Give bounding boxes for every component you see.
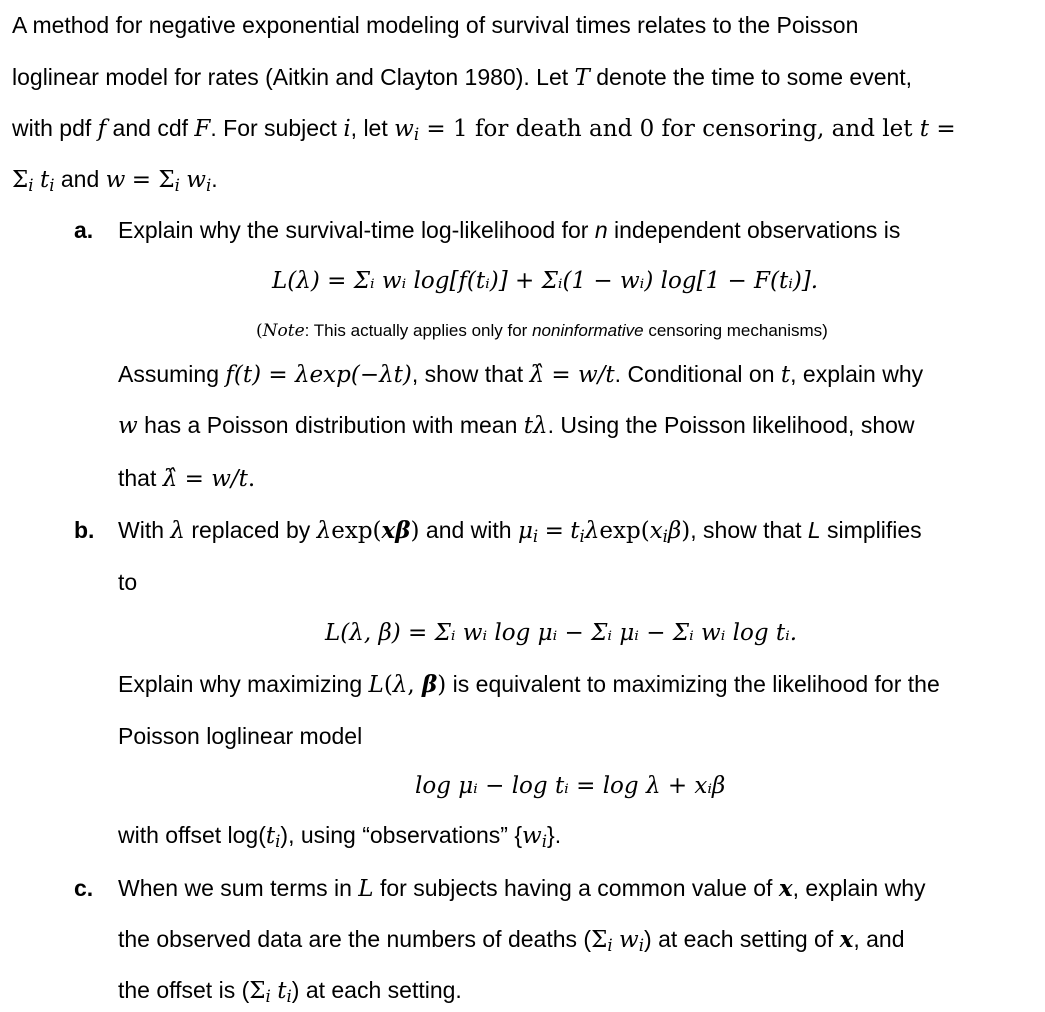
part-b-explain-1: Explain why maximizing L(λ, β) is equivalent to maximizing the likelihood for the — [118, 671, 940, 698]
part-b-equation: L(λ, β) = Σᵢ wᵢ log μᵢ − Σᵢ μᵢ − Σᵢ wᵢ log tᵢ. — [325, 620, 798, 646]
part-a-line-show: that λ̂ = w/t. — [118, 465, 256, 492]
intro-line-3: with pdf f and cdf F. For subject i, let wi = 1 for death and 0 for censoring, and let t = — [12, 115, 956, 145]
part-a-line-1: a. Explain why the survival-time log-likelihood for n independent observations is — [74, 217, 901, 243]
part-c-label: c. — [74, 875, 94, 901]
part-c-line-2: the observed data are the numbers of deaths (Σi wi) at each setting of x, and — [118, 926, 905, 956]
part-b-label: b. — [74, 517, 95, 543]
part-a-line-poisson: w has a Poisson distribution with mean tλ. Using the Poisson likelihood, show — [118, 412, 915, 439]
part-b-offset: with offset log(ti), using “observations” {wi}. — [118, 822, 562, 852]
intro-line-2: loglinear model for rates (Aitkin and Clayton 1980). Let T denote the time to some event, — [12, 64, 913, 91]
part-a-equation: L(λ) = Σᵢ wᵢ log[f(tᵢ)] + Σᵢ(1 − wᵢ) log[1 − F(tᵢ)]. — [272, 268, 819, 294]
part-c-line-1: c. When we sum terms in L for subjects having a common value of x, explain why — [74, 875, 926, 902]
intro-line-1: A method for negative exponential modeling of survival times relates to the Poisson — [12, 12, 859, 38]
part-a-line-assume: Assuming f(t) = λexp(−λt), show that λ̂ = w/t. Conditional on t, explain why — [118, 361, 924, 388]
part-b-line-1: b. With λ replaced by λexp(xβ) and with μi = tiλexp(xiβ), show that L simplifies — [74, 517, 922, 547]
part-b-equation-2: log μᵢ − log tᵢ = log λ + xᵢβ — [415, 773, 726, 799]
part-a-label: a. — [74, 217, 94, 243]
part-a-note: (Note: This actually applies only for noninformative censoring mechanisms) — [256, 321, 828, 341]
part-b-explain-2: Poisson loglinear model — [118, 723, 363, 749]
part-c-line-3: the offset is (Σi ti) at each setting. — [118, 977, 462, 1007]
intro-line-4: Σi ti and w = Σi wi. — [12, 166, 218, 196]
part-b-to: to — [118, 569, 138, 595]
